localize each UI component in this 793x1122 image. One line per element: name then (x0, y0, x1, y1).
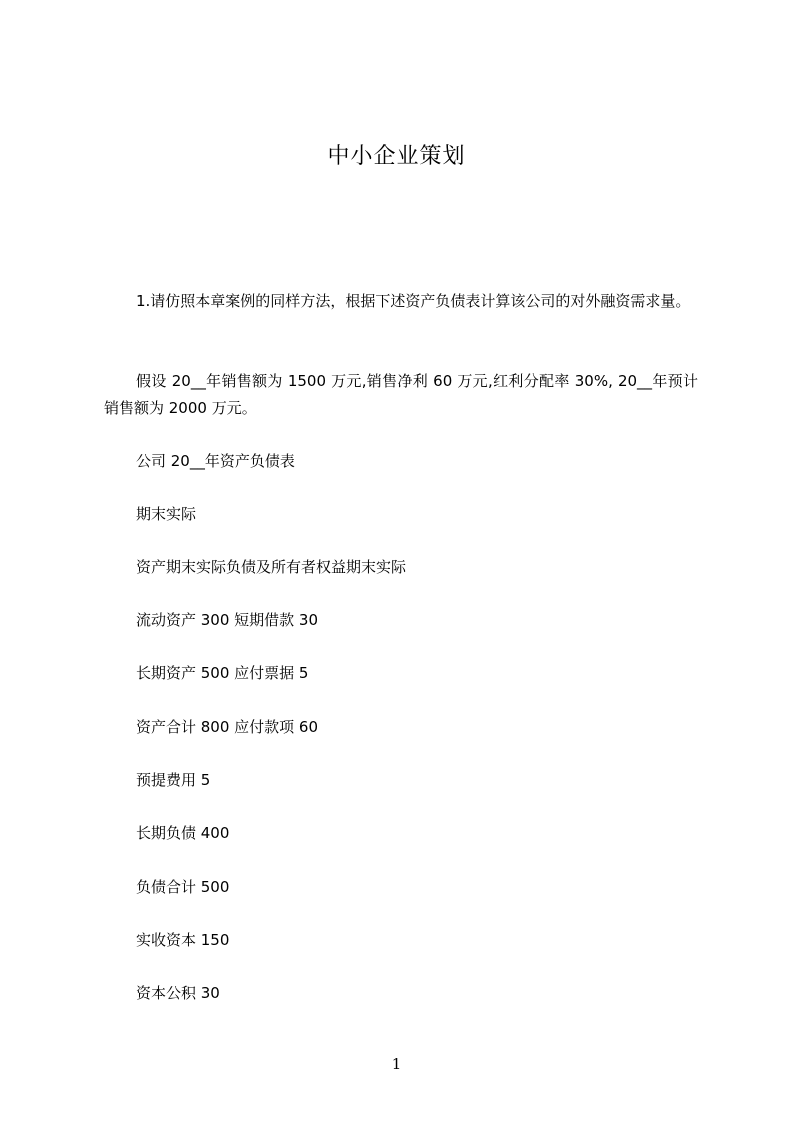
text-line: 实收资本 150 (136, 931, 230, 949)
text-line: 流动资产 300 短期借款 30 (136, 611, 319, 629)
assumption-paragraph: 假设 20__年销售额为 1500 万元,销售净利 60 万元,红利分配率 30%, 20__年预计销售额为 2000 万元。 (104, 372, 698, 417)
document-title: 中小企业策划 (327, 144, 466, 169)
page-number: 1 (391, 1055, 402, 1073)
text-line: 资产期末实际负债及所有者权益期末实际 (136, 558, 407, 576)
text-line: 长期资产 500 应付票据 5 (136, 664, 309, 682)
text-line: 资本公积 30 (136, 984, 220, 1002)
text-line: 预提费用 5 (136, 771, 211, 789)
table-title-line: 公司 20__年资产负债表 (136, 452, 295, 470)
question-paragraph: 1.请仿照本章案例的同样方法，根据下述资产负债表计算该公司的对外融资需求量。 (136, 292, 691, 310)
text-line: 负债合计 500 (136, 878, 230, 896)
text-line: 资产合计 800 应付款项 60 (136, 718, 319, 736)
text-line: 长期负债 400 (136, 824, 230, 842)
text-line: 期末实际 (136, 505, 197, 523)
